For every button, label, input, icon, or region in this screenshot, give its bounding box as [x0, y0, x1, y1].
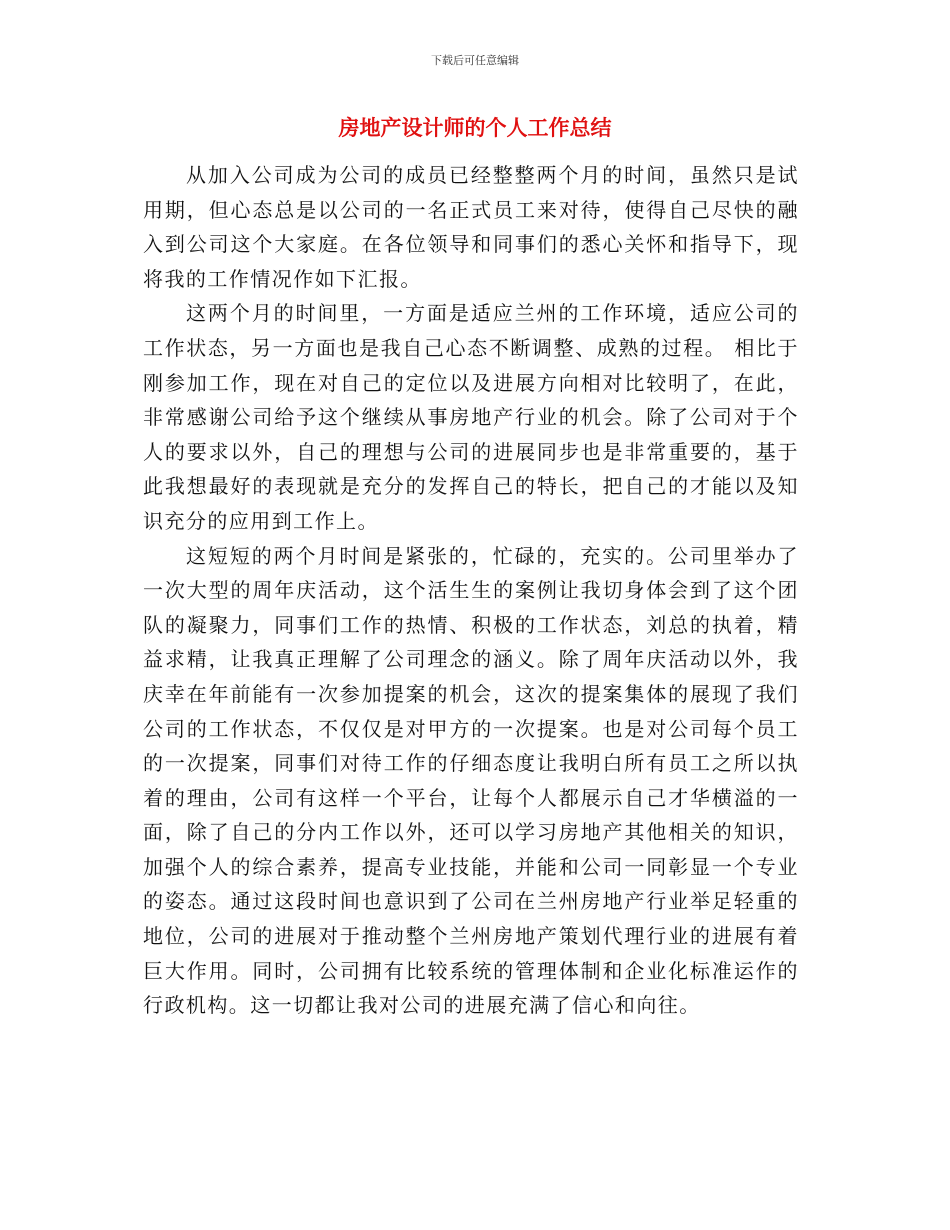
- paragraph-1: 从加入公司成为公司的成员已经整整两个月的时间，虽然只是试用期，但心态总是以公司的一名正式员工来对待，使得自己尽快的融入到公司这个大家庭。在各位领导和同事们的悉心关怀和指导下，现将我的工作情况作如下汇报。: [143, 163, 799, 291]
- page-header: 下载后可任意编辑: [431, 54, 519, 67]
- paragraph-2: 这两个月的时间里，一方面是适应兰州的工作环境，适应公司的工作状态，另一方面也是我自己心态不断调整、成熟的过程。 相比于刚参加工作，现在对自己的定位以及进展方向相对比较明了，在此，非常感谢公司给予这个继续从事房地产行业的机会。除了公司对于个人的要求以外，自己的理想与公司的进展同步也是非常重要的，基于此我想最好的表现就是充分的发挥自己的特长，把自己的才能以及知识充分的应用到工作上。: [143, 301, 799, 533]
- document-body: [143, 158, 799, 1023]
- paragraph-3: 这短短的两个月时间是紧张的，忙碌的，充实的。公司里举办了一次大型的周年庆活动，这个活生生的案例让我切身体会到了这个团队的凝聚力，同事们工作的热情、积极的工作状态，刘总的执着，精益求精，让我真正理解了公司理念的涵义。除了周年庆活动以外，我庆幸在年前能有一次参加提案的机会，这次的提案集体的展现了我们公司的工作状态，不仅仅是对甲方的一次提案。也是对公司每个员工的一次提案，同事们对待工作的仔细态度让我明白所有员工之所以执着的理由，公司有这样一个平台，让每个人都展示自己才华横溢的一面，除了自己的分内工作以外，还可以学习房地产其他相关的知识，加强个人的综合素养，提高专业技能，并能和公司一同彰显一个专业的姿态。通过这段时间也意识到了公司在兰州房地产行业举足轻重的地位，公司的进展对于推动整个兰州房地产策划代理行业的进展有着巨大作用。同时，公司拥有比较系统的管理体制和企业化标准运作的行政机构。这一切都让我对公司的进展充满了信心和向往。: [143, 543, 799, 1018]
- document-title: 房地产设计师的个人工作总结: [338, 115, 612, 140]
